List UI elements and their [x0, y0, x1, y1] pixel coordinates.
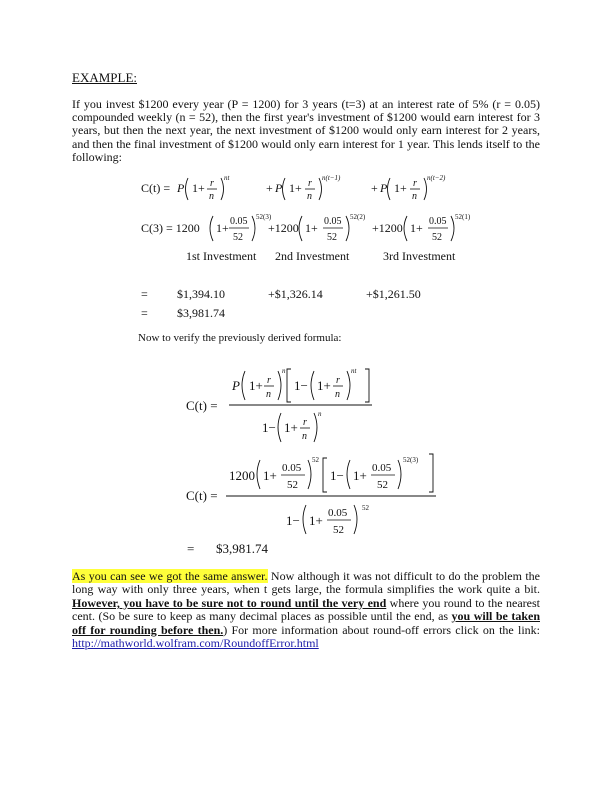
results-eq2: = — [141, 306, 148, 320]
derived-exp1: n — [282, 367, 286, 375]
dnum-oneplus2: 1+ — [353, 468, 367, 483]
numeric-plus2: +1200 — [268, 221, 299, 235]
general-n3: n — [412, 191, 417, 202]
conclusion-part-3: ) For more information about round-off errors click on the link: — [223, 622, 540, 637]
derived-n2: n — [335, 389, 340, 400]
numeric-plus3: +1200 — [372, 221, 403, 235]
derived-den-r: r — [303, 417, 307, 428]
derived-formula — [186, 367, 372, 442]
result-value-1: $1,394.10 — [177, 287, 225, 301]
highlighted-sentence: As you can see we got the same answer. — [72, 569, 268, 583]
rounding-warning: However, you have to be sure not to round until the very end — [72, 595, 387, 610]
dnum-den-oneminus: 1− — [286, 513, 300, 528]
general-exp1: nt — [224, 174, 230, 182]
general-exp3: n(t−2) — [427, 174, 446, 182]
derived-oneplus2: 1+ — [317, 378, 331, 393]
label-1st-investment: 1st Investment — [186, 249, 257, 263]
rounding-penalty: you will be taken off for rounding before then. — [72, 609, 540, 637]
derived-oneplus1: 1+ — [249, 378, 263, 393]
general-lhs: C(t) = — [141, 181, 171, 195]
numeric-rate2-den: 52 — [327, 232, 337, 243]
dnum-exp2: 52(3) — [403, 456, 419, 464]
dnum-den1: 52 — [287, 479, 298, 491]
derived-r2: r — [336, 375, 340, 386]
numeric-rate3-num: 0.05 — [429, 216, 447, 227]
result-sum: $3,981.74 — [177, 306, 225, 320]
intro-text: If you invest $1200 every year (P = 1200) for 3 years (t=3) at an interest rate of 5% (r = 0.05) compounded weekly (n = 52), then the first year's investment of $1200 would earn interest for 3 years, but then the next year, the next investment of $1200 would only earn interest for 2 years, and then the final investment of $1200 would only earn interest for 1 year. This lends itself to the following: — [72, 97, 540, 164]
label-2nd-investment: 2nd Investment — [275, 249, 350, 263]
conclusion-text — [72, 570, 540, 650]
numeric-rate1-num: 0.05 — [230, 216, 248, 227]
numeric-rate3-den: 52 — [432, 232, 442, 243]
numeric-oneplus1: 1+ — [216, 221, 229, 235]
general-P3: P — [380, 181, 388, 195]
result-value-3: +$1,261.50 — [366, 287, 421, 301]
general-exp2: n(t−1) — [322, 174, 341, 182]
general-r3: r — [413, 178, 417, 189]
numeric-rate2-num: 0.05 — [324, 216, 342, 227]
dnum-den-num: 0.05 — [328, 507, 348, 519]
dnum-coef: 1200 — [229, 468, 255, 483]
label-3rd-investment: 3rd Investment — [383, 249, 456, 263]
general-r2: r — [308, 178, 312, 189]
general-n1: n — [209, 191, 214, 202]
numeric-oneplus2: 1+ — [305, 221, 318, 235]
derived-exp2: nt — [351, 367, 357, 375]
dnum-den-oneplus: 1+ — [309, 513, 323, 528]
derived-oneminus1: 1− — [294, 378, 308, 393]
dnum-num1: 0.05 — [282, 462, 302, 474]
numeric-oneplus3: 1+ — [410, 221, 423, 235]
numeric-exp3: 52(1) — [455, 213, 471, 221]
numeric-exp1: 52(3) — [256, 213, 272, 221]
general-oneplus2: 1+ — [289, 181, 302, 195]
general-oneplus1: 1+ — [192, 181, 205, 195]
result-value-2: +$1,326.14 — [268, 287, 323, 301]
general-P2: P — [275, 181, 283, 195]
general-formula — [141, 174, 446, 202]
derived-den-oneminus: 1− — [262, 420, 276, 435]
numeric-lhs: C(3) = 1200 — [141, 221, 200, 235]
conclusion-part-2: where you round to the nearest cent. (So be sure to keep as many decimal places as possible until the end, as — [72, 595, 540, 624]
general-oneplus3: 1+ — [394, 181, 407, 195]
example-heading: EXAMPLE: — [72, 70, 137, 85]
general-plus2: + — [266, 181, 273, 195]
dnum-oneplus1: 1+ — [263, 468, 277, 483]
derived-den-exp: n — [318, 410, 322, 418]
dnum-den-exp: 52 — [362, 504, 369, 512]
derived-n1: n — [266, 389, 271, 400]
verify-text: Now to verify the previously derived formula: — [138, 332, 342, 344]
final-equals: = — [187, 541, 195, 556]
derived-P: P — [232, 378, 240, 393]
general-P1: P — [177, 181, 185, 195]
derived-numeric-formula — [186, 454, 436, 536]
derived-r1: r — [267, 375, 271, 386]
derived-den-n: n — [302, 431, 307, 442]
final-value: $3,981.74 — [216, 541, 268, 556]
dnum-num2: 0.05 — [372, 462, 392, 474]
general-plus3: + — [371, 181, 378, 195]
derived-den-oneplus: 1+ — [284, 420, 298, 435]
conclusion-paragraph — [72, 570, 540, 650]
numeric-rate1-den: 52 — [233, 232, 243, 243]
results-eq1: = — [141, 287, 148, 301]
general-n2: n — [307, 191, 312, 202]
numeric-formula — [141, 213, 471, 243]
dnum-exp1: 52 — [312, 456, 319, 464]
general-r1: r — [210, 178, 214, 189]
numeric-exp2: 52(2) — [350, 213, 366, 221]
conclusion-part-1: Now although it was not difficult to do the problem the long way with only three years, when t gets large, the formula simplifies the work quite a bit. — [72, 569, 540, 597]
roundoff-error-link[interactable]: http://mathworld.wolfram.com/RoundoffError.html — [72, 636, 319, 651]
dnum-den2: 52 — [377, 479, 388, 491]
dnum-lhs: C(t) = — [186, 488, 218, 503]
derived-lhs: C(t) = — [186, 398, 218, 413]
dnum-oneminus: 1− — [330, 468, 344, 483]
dnum-den-den: 52 — [333, 524, 344, 536]
